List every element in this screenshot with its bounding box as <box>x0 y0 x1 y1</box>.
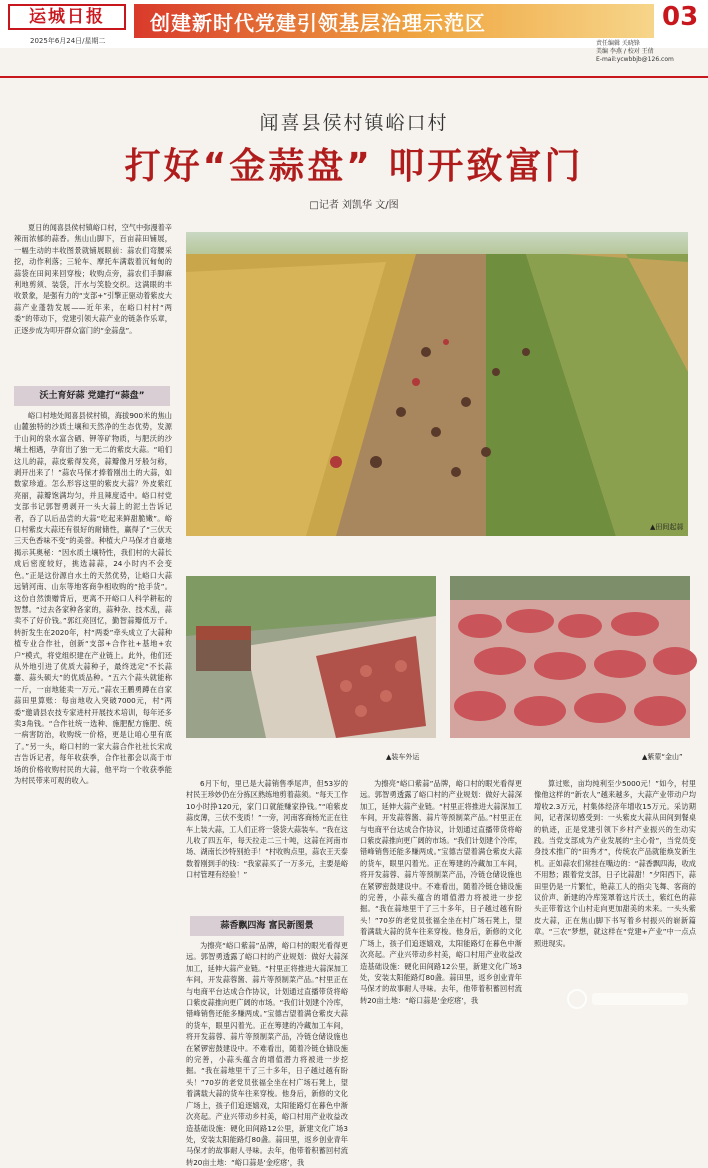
loading-truck-photo <box>186 576 436 738</box>
article-title: 打好“金蒜盘” 叩开致富门 <box>124 146 584 187</box>
article-intro: 夏日的闻喜县侯村镇峪口村，空气中弥漫着辛辣而浓郁的蒜香。焦山山脚下，百亩蒜田铺展，一幅生动的丰收图景就铺展眼前：蒜农们弯腰采挖，动作利落；三轮车、摩托车满载着沉甸甸的蒜袋在田间来回穿梭；收购点旁，蒜农们手脚麻利地剪须、装袋，汗水与笑脸交织。这满眼的丰收景象，是强有力的“支部+”引擎正驱动着紫皮大蒜产业蓬勃发展——近年来，在峪口村村“两委”的带动下，党建引领大蒜产业的链条作乐章，正逐步成为叩开群众富门的“金蒜盘”。 <box>14 223 172 335</box>
section-heading-1: 沃土育好蒜 党建打“蒜盘” <box>14 386 170 406</box>
garlic-pile-photo <box>450 576 690 738</box>
main-photo-caption: ▲田间起蒜 <box>650 523 684 531</box>
issue-date: 2025年6月24日/星期二 <box>30 37 106 45</box>
article-subtitle: 闻喜县侯村镇峪口村 <box>259 112 449 134</box>
section-heading-2: 蒜香飘四海 富民新图景 <box>190 916 344 936</box>
article-column-mid-bottom: 为擦亮“峪口紫蒜”品牌，峪口村的眼光看得更远。郭智勇透露了峪口村的产业规划：做好大蒜深加工，延伸大蒜产业链。“村里正将推进大蒜深加工车间，开发蒜蓉酱、蒜片等预制菜产品。”村里正在与电商平台达成合作协议，计划通过直播带货将峪口紫皮蒜推向更广阔的市场。“我们计划建个冷库，错峰销售还能多赚两成。”宝德吉望着满仓紫皮大蒜的货车，眼里闪着光。正在筹建的冷藏加工车间，将开发蒜蓉、蒜片等预制菜产品，冷链仓储设施也在紧锣密鼓建设中。不难看出，随着冷链仓储设施的完善，小蒜头蕴含的增值潜力将被进一步挖掘。“我在蒜地里干了三十多年，日子越过越有盼头！”70岁的老党员张福全坐在村广场石凳上，望着满载大蒜的货车往来穿梭。他身后，新修的文化广场上，孩子们追逐嬉戏，太阳能路灯在暮色中渐次亮起。产业兴带动乡村美，峪口村用产业收益改造基础设施：硬化田间路12公里，新建文化广场3处，安装太阳能路灯80盏。蒜田里，返乡创业青年马保才的故事耐人寻味。去年，他带着积蓄回村流转20亩土地：“峪口蒜是‘金疙瘩’，我 <box>186 941 348 1167</box>
garlic-field-photo <box>186 232 688 536</box>
article-byline: □记者 刘凯华 文/图 <box>309 200 399 211</box>
newspaper-logo: 运城日报 <box>8 4 126 30</box>
article-column-right: 算过账，亩均纯利至少5000元！”如今，村里像他这样的“新农人”越来越多，大蒜产业带动户均增收2.3万元，村集体经济年增收15万元。采访期间，记者深切感受到：一头紫皮大蒜从田间到餐桌的轨迹，正是党建引领下乡村产业振兴的生动实践。当党支部成为产业发展的“主心骨”，当党员变身技术推广的“田秀才”，传统农产品就能焕发新生机。正如蒜农们常挂在嘴边的：“蒜香飘四海，收成不用愁；跟着党支部，日子比蒜甜！”夕阳西下，蒜田里仍是一片繁忙，艳蒜工人的指尖飞舞、客商的议价声、新建的冷库笼罩着这片沃土，紫红色的蒜头正带着这个山村走向更加甜美的未来。一头头紫皮大蒜，正在焦山脚下书写着乡村振兴的崭新篇章。“三农”梦想，就这样在“党建+产业”中一点点照进现实。 <box>534 779 696 948</box>
article-column-center: 为擦亮“峪口紫蒜”品牌，峪口村的眼光看得更远。郭智勇透露了峪口村的产业规划：做好大蒜深加工，延伸大蒜产业链。“村里正将推进大蒜深加工车间，开发蒜蓉酱、蒜片等预制菜产品。”村里正在与电商平台达成合作协议，计划通过直播带货将峪口紫皮蒜推向更广阔的市场。“我们计划建个冷库，错峰销售还能多赚两成。”宝德吉望着满仓紫皮大蒜的货车，眼里闪着光。正在筹建的冷藏加工车间，将开发蒜蓉、蒜片等预制菜产品，冷链仓储设施也在紧锣密鼓建设中。不难看出，随着冷链仓储设施的完善，小蒜头蕴含的增值潜力将被进一步挖掘。“我在蒜地里干了三十多年，日子越过越有盼头！”70岁的老党员张福全坐在村广场石凳上，望着满载大蒜的货车往来穿梭。他身后，新修的文化广场上，孩子们追逐嬉戏，太阳能路灯在暮色中渐次亮起。产业兴带动乡村美，峪口村用产业收益改造基础设施：硬化田间路12公里，新建文化广场3处，安装太阳能路灯80盏。蒜田里，返乡创业青年马保才的故事耐人寻味。去年，他带着积蓄回村流转20亩土地：“峪口蒜是‘金疙瘩’，我 <box>360 779 522 1005</box>
header-rule <box>0 76 708 78</box>
right-photo-caption: ▲紫蒙“金山” <box>642 753 683 761</box>
article-column-mid-top: 6月下旬，里已是大蒜销售季尾声，但53岁的村民王珍妙仍在分拣区熟练地剪着蒜须。“每天工作10小时挣120元，家门口就能赚家挣钱。”“咱紫皮蒜皮薄，三伏不变质！”一旁，河南客商杨光正在往车上装大蒜，工人们正将一袋袋大蒜装车。“我在这儿收了四五年，每天拉走二三十吨，这蒜在河南市场、湖南长沙特别抢手！”村收购点里，蒜农王天泰数着刚到手的钱：“我家蒜买了一万多元，主要是峪口村管理有经验！” <box>186 779 348 880</box>
left-photo-caption: ▲装车外运 <box>386 753 420 761</box>
watermark <box>566 988 692 1015</box>
article-column-left: 峪口村地处闻喜县侯村镇，海拔900米的焦山山麓独特的沙质土壤和天然净的生态优势，发源于山间的泉水富含硒、钾等矿物质，与肥沃的沙壤土相遇，孕育出了独一无二的紫皮大蒜。“咱们这儿的蒜，蒜皮紫得发亮，蒜瓣像月牙般匀称，剥开出来了！”蒜农马保才捧着刚出土的大蒜，如数家珍道。怎么形容这里的紫皮大蒜？外皮紫红亮丽，蒜瓣饱满均匀，并且辣度适中。峪口村党支部书记郭智勇剥开一头大蒜上的泥土告诉记者，吞了以后品尝的大蒜“吃起来鲜甜脆嫩”。峪口村紫皮大蒜还有很好的耐储性，赢得了“三伏天三天色香味不变”的美誉。种植大户马保才自豪地揭示其奥秘：“因水质土壤特性，我们村的大蒜长成后密度较好，挑选蒜蒜，24小时内不会变色。”正是这份源自水土的天然优势，让峪口大蒜远销河南、山东等地客商争相收购的“抢手货”。这份自然馈赠背后，更离不开峪口人科学耕耘的智慧。“过去各家种各家的，蒜种杂、技术乱，蒜卖不了好价钱。”郭红亮回忆，勤智蒜瓣低万千。转折发生在2020年，村“两委”牵头成立了大蒜种植专业合作社，创新“支部+合作社+基地+农户”模式，将党组织建在产业链上。此外，他们还从外地引进了优质大蒜种子，最终选定“不长蒜薹、蒜头硕大”的优质品种。“五六个蒜头就能称一斤，一亩地能卖一万元。”蒜农王鹏勇蹲在自家蒜田里算账：每亩地收入突破7000元，村“两委”邀请县农技专家进村开展技术培训，每年还多卖3角钱。“合作社统一选种、施肥配方施肥、统一病害防治，收购统一价格，更是让咱心里有底了。”另一头，峪口村的一家大蒜合作社社长宋成吉告诉记者，每年收获季，合作社都会以高于市场的价格收购村民的大蒜，他平均一个收获季能为村民带来可观的收入。 <box>14 411 172 785</box>
banner-slogan: 创建新时代党建引领基层治理示范区 <box>150 11 486 35</box>
editor-credits: 责任编辑 关晓锋 美编 李燕 / 校对 王倩 E-mail:ycwbbjb@126.com <box>596 40 674 63</box>
page-number: 03 <box>662 2 699 32</box>
